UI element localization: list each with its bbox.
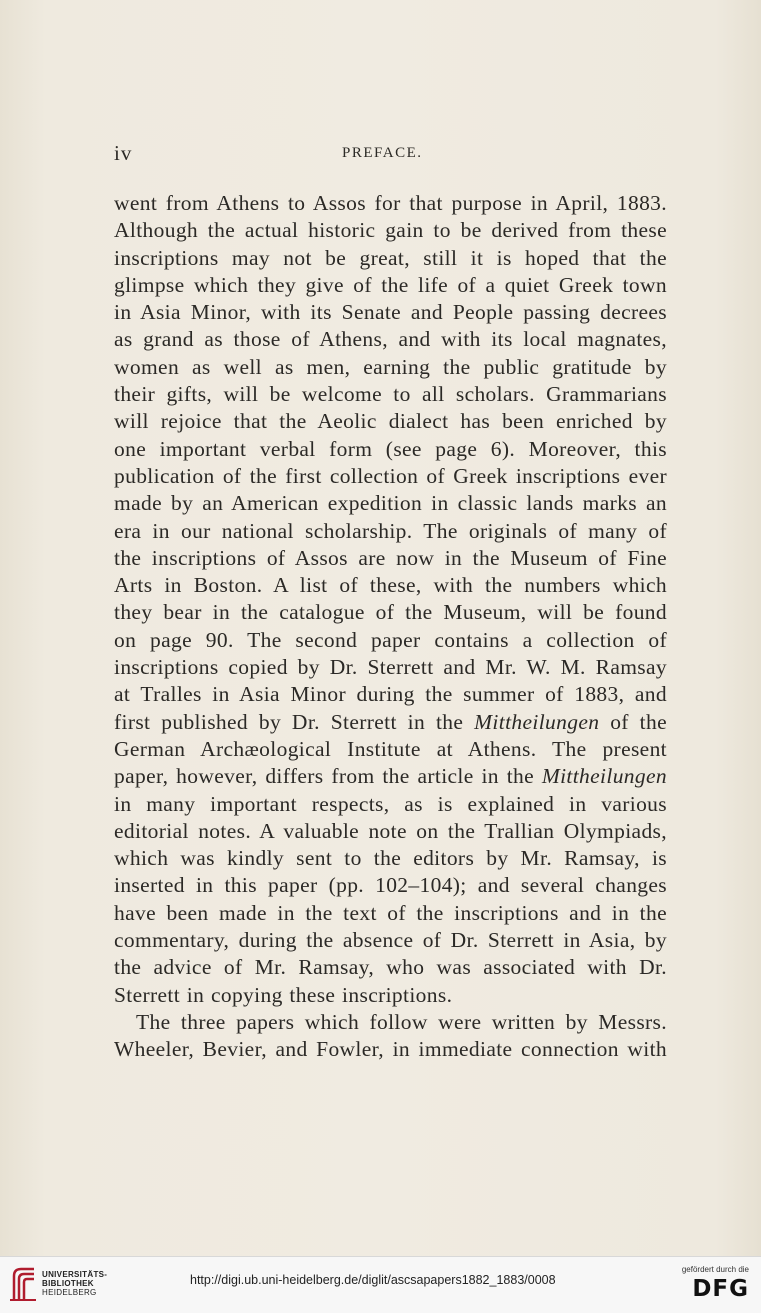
text-line: commentary, during the absence of Dr. Sterrett in Asia, by (114, 928, 667, 953)
text-line: inserted in this paper (pp. 102–104); and several changes (114, 873, 667, 898)
text-line: have been made in the text of the inscriptions and in the (114, 900, 667, 925)
funding-notice (669, 1265, 749, 1302)
text-line: women as well as men, earning the public gratitude by (114, 354, 667, 379)
text-line: at Tralles in Asia Minor during the summer of 1883, and (114, 682, 667, 707)
text-line: made by an American expedition in classic lands marks an (114, 491, 667, 516)
footer-bar (0, 1256, 761, 1313)
library-logo-text (42, 1270, 107, 1297)
text-line: went from Athens to Assos for that purpose in April, 1883. (114, 191, 667, 215)
text-segment: paper, however, differs from the article in the (114, 764, 542, 789)
page-number: iv (114, 141, 133, 165)
text-line: glimpse which they give of the life of a quiet Greek town (114, 272, 667, 297)
text-line: inscriptions copied by Dr. Sterrett and Mr. W. M. Ramsay (114, 655, 667, 680)
page-header (114, 141, 669, 169)
text-line: on page 90. The second paper contains a collection of (114, 627, 667, 652)
text-line: editorial notes. A valuable note on the Trallian Olympiads, (114, 818, 667, 843)
text-line-with-italic (114, 709, 667, 736)
text-line: they bear in the catalogue of the Museum, will be found (114, 600, 667, 625)
running-head: PREFACE. (342, 145, 423, 161)
text-line: will rejoice that the Aeolic dialect has been enriched by (114, 409, 667, 434)
dfg-logo: DFG (692, 1276, 749, 1302)
italic-title: Mittheilungen (474, 709, 600, 734)
text-segment: of the (599, 709, 667, 734)
text-line: publication of the first collection of Greek inscriptions ever (114, 463, 667, 488)
library-logo-icon (8, 1266, 38, 1302)
text-line: their gifts, will be welcome to all scholars. Grammarians (114, 382, 667, 407)
body-text (114, 190, 667, 1064)
text-line: which was kindly sent to the editors by Mr. Ramsay, is (114, 846, 667, 871)
text-line: in many important respects, as is explained in various (114, 791, 667, 816)
text-line: one important verbal form (see page 6). Moreover, this (114, 436, 667, 461)
text-line: the advice of Mr. Ramsay, who was associated with Dr. (114, 955, 667, 980)
text-line: in Asia Minor, with its Senate and People passing decrees (114, 300, 667, 325)
text-line: as grand as those of Athens, and with its local magnates, (114, 327, 667, 352)
logo-line: UNIVERSITÄTS- (42, 1270, 108, 1279)
permalink-url[interactable]: http://digi.ub.uni-heidelberg.de/diglit/ascsapapers1882_1883/0008 (190, 1273, 556, 1287)
text-line: Sterrett in copying these inscriptions. (114, 982, 453, 1007)
text-segment: first published by Dr. Sterrett in the (114, 709, 475, 734)
text-line: German Archæological Institute at Athens. The present (114, 736, 667, 761)
text-line: the inscriptions of Assos are now in the Museum of Fine (114, 545, 667, 570)
logo-line: BIBLIOTHEK (42, 1279, 94, 1288)
italic-title: Mittheilungen (541, 764, 667, 789)
text-line: Wheeler, Bevier, and Fowler, in immediate connection with (114, 1037, 667, 1062)
text-line: Although the actual historic gain to be derived from these (114, 218, 667, 243)
logo-line: HEIDELBERG (42, 1288, 97, 1297)
text-line-with-italic (114, 763, 667, 790)
text-line: inscriptions may not be great, still it is hoped that the (114, 245, 667, 270)
text-line: Arts in Boston. A list of these, with the numbers which (114, 573, 667, 598)
funding-text: gefördert durch die (681, 1265, 749, 1274)
text-line: era in our national scholarship. The originals of many of (114, 518, 667, 543)
text-line: The three papers which follow were written by Messrs. (136, 1009, 667, 1034)
